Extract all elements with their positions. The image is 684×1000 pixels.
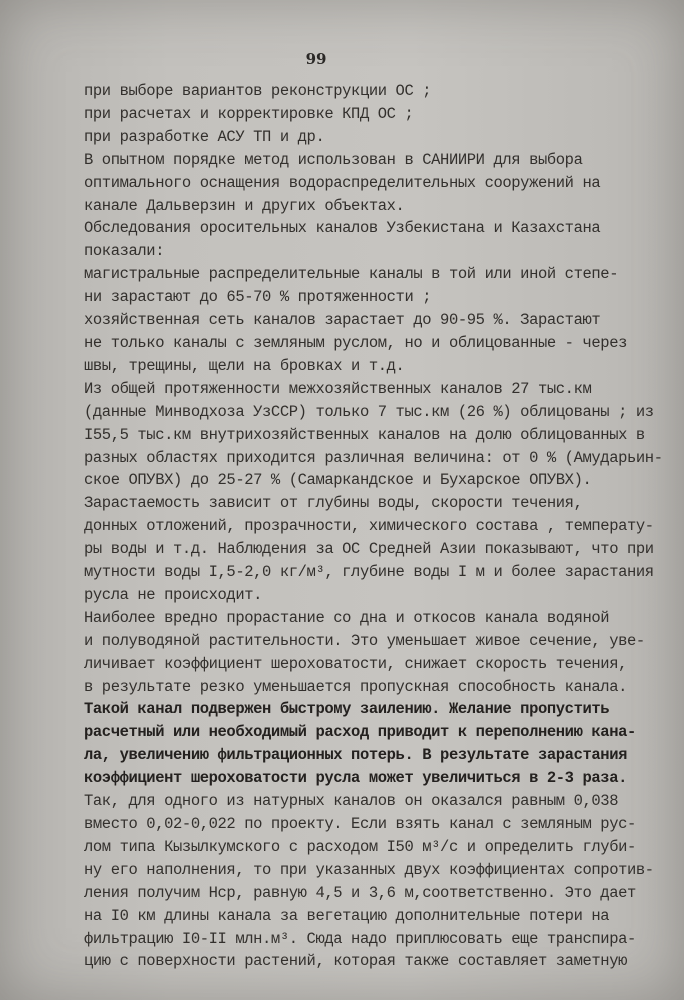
text-line: ну его наполнения, то при указанных двух коэффициентах сопротив-	[84, 860, 654, 879]
text-line: русла не происходит.	[84, 585, 263, 604]
text-line: магистральные распределительные каналы в той или иной степе-	[84, 265, 619, 284]
text-line: при расчетах и корректировке КПД ОС ;	[84, 104, 414, 123]
text-line: мутности воды I,5-2,0 кг/м³, глубине воды I м и более зарастания	[84, 563, 654, 582]
text-line: расчетный или необходимый расход приводит к переполнению кана-	[84, 723, 636, 742]
body-text	[84, 80, 663, 973]
text-line: фильтрацию I0-II млн.м³. Сюда надо приплюсовать еще транспира-	[84, 929, 636, 948]
text-line: хозяйственная сеть каналов зарастает до 90-95 %. Зарастают	[84, 311, 601, 330]
text-line: Наиболее вредно прорастание со дна и откосов канала водяной	[84, 608, 610, 627]
text-line: показали:	[84, 242, 165, 261]
text-line: канале Дальверзин и других объектах.	[84, 196, 405, 215]
text-line: разных областях приходится различная величина: от 0 % (Амударьин-	[84, 448, 663, 467]
text-line: личивает коэффициент шероховатости, снижает скорость течения,	[84, 654, 627, 673]
text-line: Так, для одного из натурных каналов он оказался равным 0,038	[84, 792, 619, 811]
text-line: ления получим Нср, равную 4,5 и 3,6 м,соответственно. Это дает	[84, 883, 636, 902]
text-line: донных отложений, прозрачности, химического состава , температу-	[84, 517, 654, 536]
text-line: ни зарастают до 65-70 % протяженности ;	[84, 288, 432, 307]
text-line: лом типа Кызылкумского с расходом I50 м³/с и определить глуби-	[84, 837, 636, 856]
text-line: вместо 0,02-0,022 по проекту. Если взять канал с земляным рус-	[84, 815, 636, 833]
text-line: и полуводяной растительности. Это уменьшает живое сечение, уве-	[84, 631, 645, 650]
text-line: I55,5 тыс.км внутрихозяйственных каналов на долю облицованных в	[84, 425, 645, 444]
text-line: при разработке АСУ ТП и др.	[84, 127, 325, 146]
text-line: (данные Минводхоза УзССР) только 7 тыс.км (26 %) облицованы ; из	[84, 402, 654, 421]
text-line: Зарастаемость зависит от глубины воды, скорости течения,	[84, 494, 583, 513]
text-line: цию с поверхности растений, которая также составляет заметную	[84, 952, 627, 971]
text-line: швы, трещины, щели на бровках и т.д.	[84, 356, 405, 375]
text-line: В опытном порядке метод использован в САНИИРИ для выбора	[84, 150, 583, 169]
text-line: оптимального оснащения водораспределительных сооружений на	[84, 173, 601, 192]
text-line: Такой канал подвержен быстрому заилению. Желание пропустить	[84, 700, 610, 719]
text-line: не только каналы с земляным руслом, но и облицованные - через	[84, 333, 627, 352]
text-line: в результате резко уменьшается пропускная способность канала.	[84, 677, 627, 696]
text-line: ла, увеличению фильтрационных потерь. В результате зарастания	[84, 746, 627, 765]
page-number: 99	[305, 50, 327, 68]
text-line: при выборе вариантов реконструкции ОС ;	[84, 82, 432, 100]
text-line: на I0 км длины канала за вегетацию дополнительные потери на	[84, 906, 610, 925]
text-line: Обследования оросительных каналов Узбекистана и Казахстана	[84, 219, 601, 238]
text-line: ры воды и т.д. Наблюдения за ОС Средней Азии показывают, что при	[84, 540, 654, 559]
text-line: коэффициент шероховатости русла может увеличиться в 2-3 раза.	[84, 769, 627, 788]
text-line: ское ОПУВХ) до 25-27 % (Самаркандское и Бухарское ОПУВХ).	[84, 471, 592, 490]
text-line: Из общей протяженности межхозяйственных каналов 27 тыс.км	[84, 379, 592, 398]
